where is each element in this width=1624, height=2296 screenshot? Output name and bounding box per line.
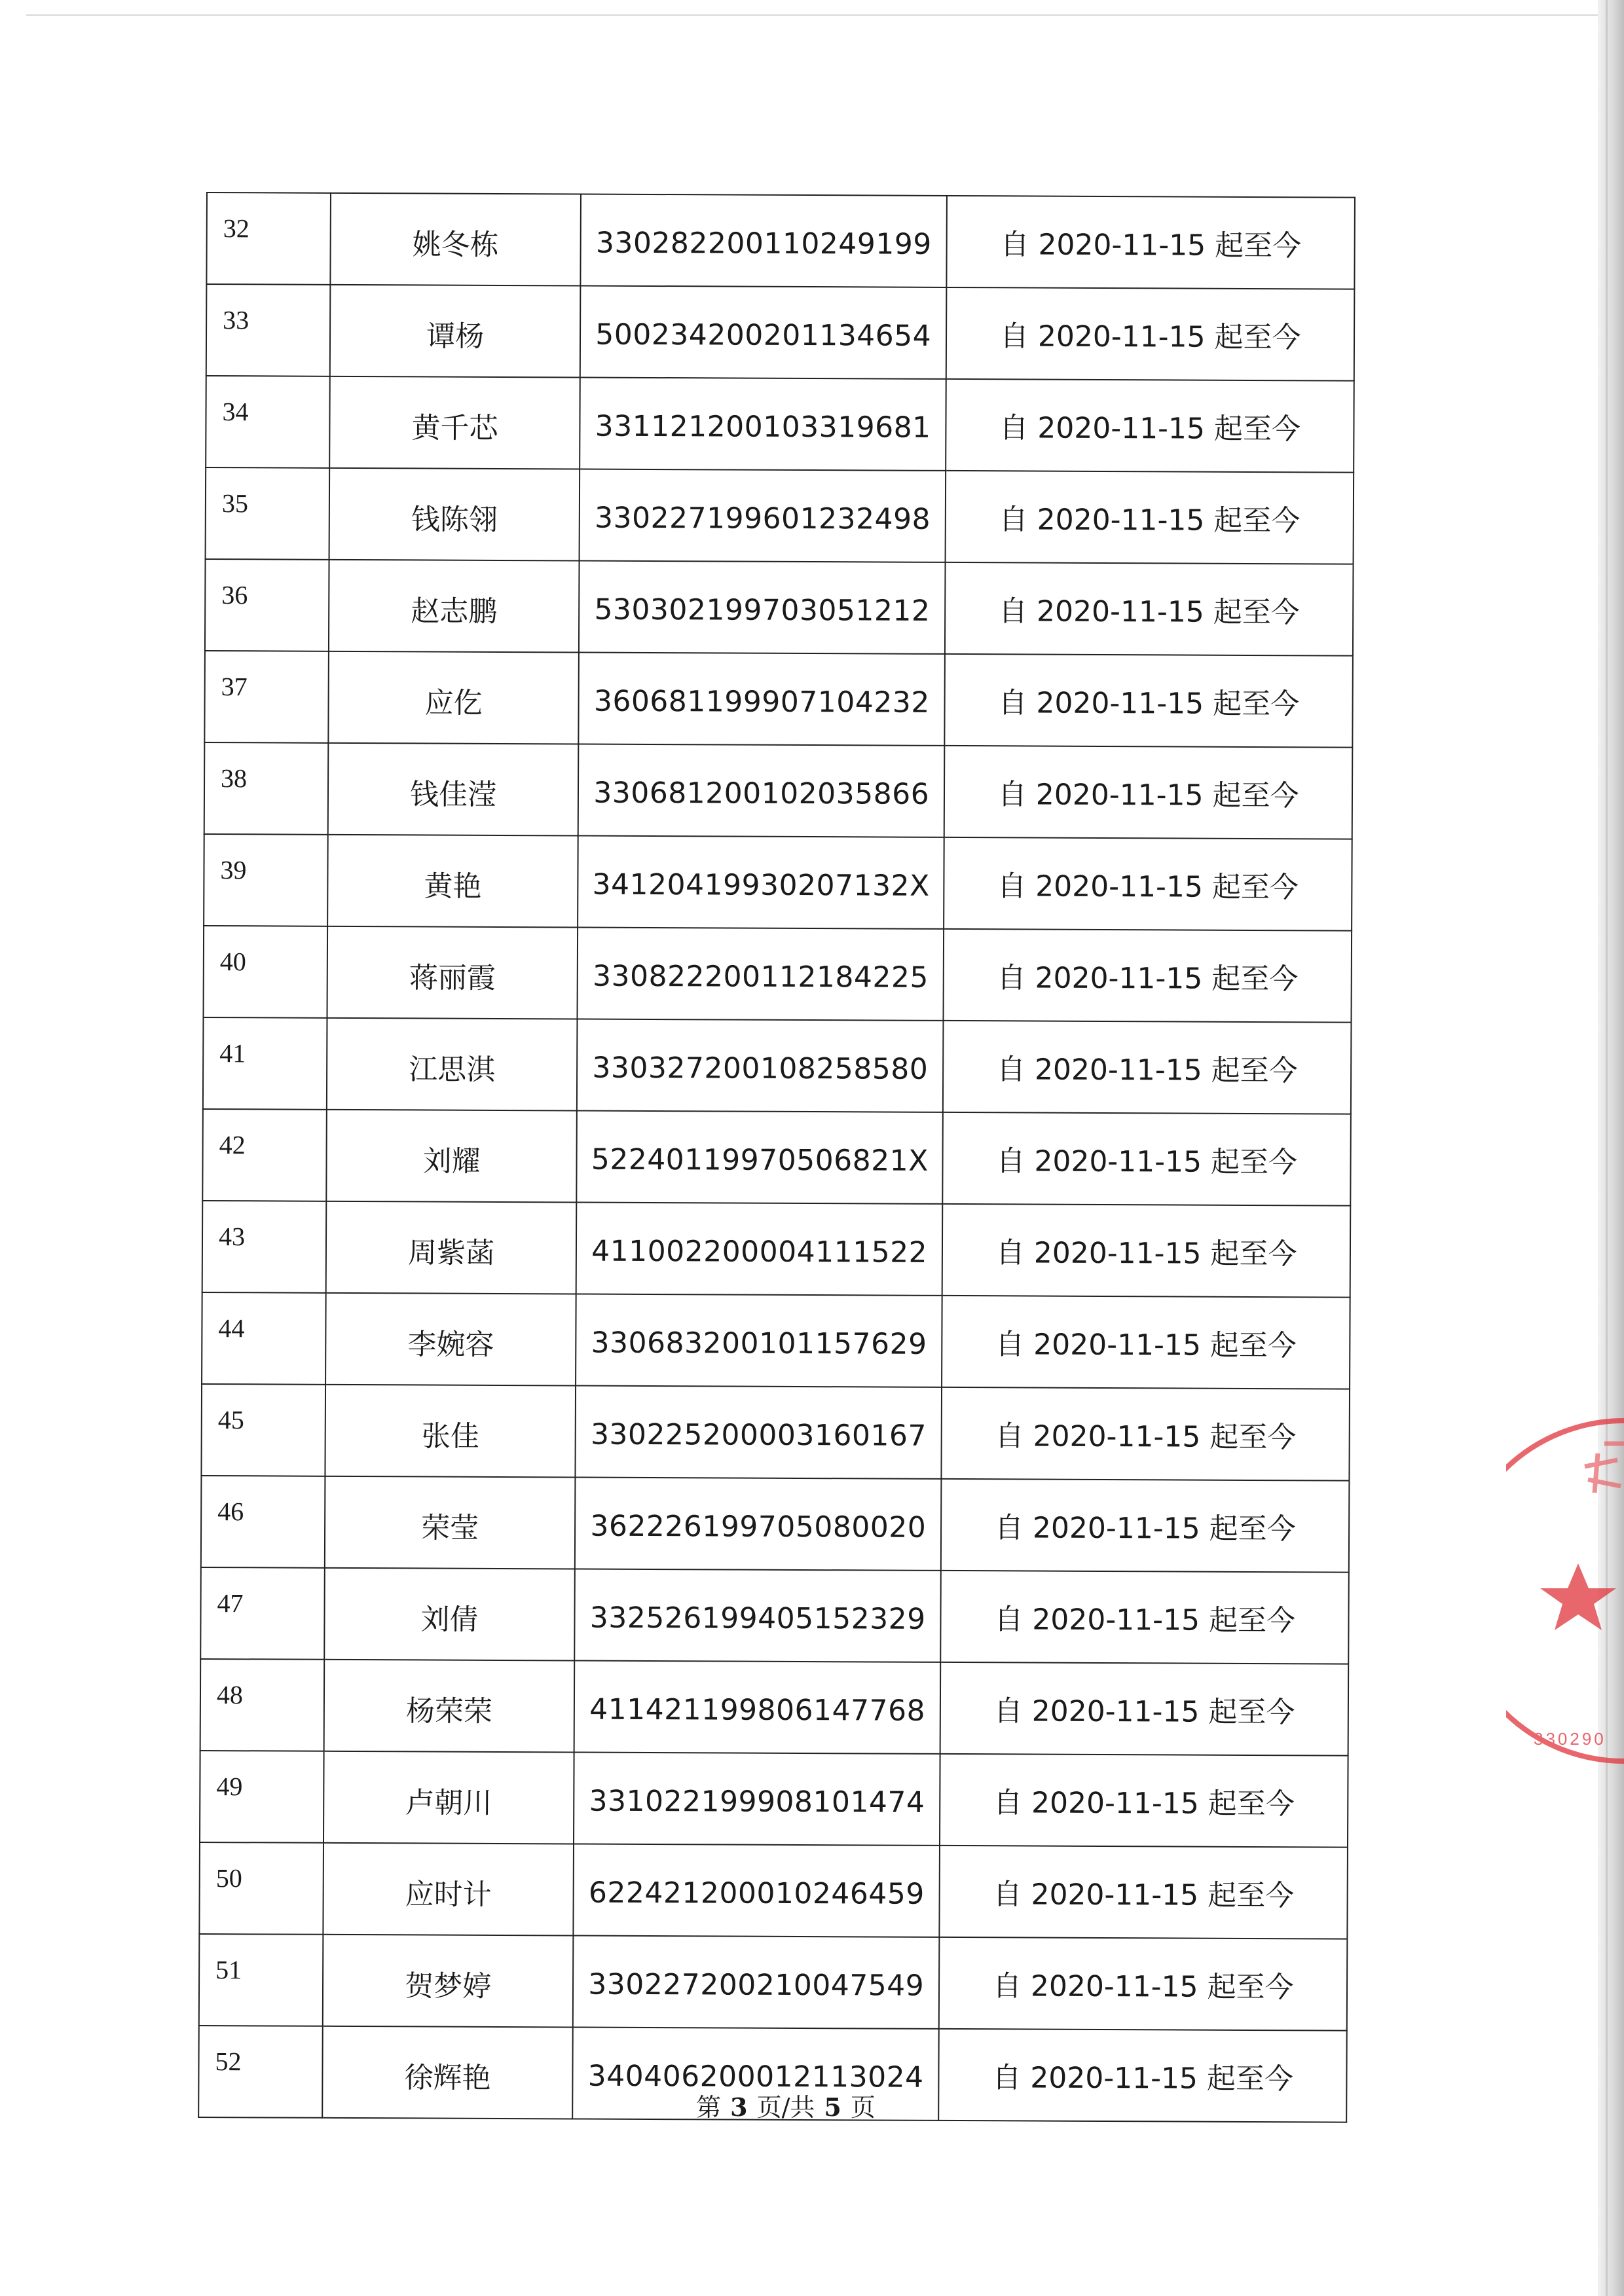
employment-period: 自 2020-11-15 起至今 xyxy=(939,2029,1347,2123)
id-number: 330227199601232498 xyxy=(580,469,946,562)
footer-suffix: 页 xyxy=(850,2093,876,2122)
footer-current-page: 3 xyxy=(730,2092,748,2122)
row-number: 51 xyxy=(199,1934,323,2026)
person-name: 徐辉艳 xyxy=(322,2026,573,2119)
table-row xyxy=(203,1017,1352,1114)
person-name: 应时计 xyxy=(323,1843,574,1936)
row-number: 32 xyxy=(206,192,331,285)
roster-table-body xyxy=(198,192,1355,2123)
id-number: 332526199405152329 xyxy=(574,1569,941,1662)
table-row xyxy=(204,651,1353,748)
row-number: 33 xyxy=(206,284,331,376)
id-number: 340406200012113024 xyxy=(572,2027,939,2120)
employment-period: 自 2020-11-15 起至今 xyxy=(940,1846,1348,1939)
id-number: 330227200210047549 xyxy=(573,1935,940,2028)
row-number: 36 xyxy=(205,559,329,651)
table-row xyxy=(200,1751,1348,1848)
person-name: 刘耀 xyxy=(326,1110,577,1203)
id-number: 500234200201134654 xyxy=(580,285,947,378)
table-row xyxy=(205,559,1354,656)
seal-star xyxy=(1540,1563,1616,1630)
id-number: 411002200004111522 xyxy=(576,1202,943,1295)
row-number: 38 xyxy=(204,742,329,835)
person-name: 李婉容 xyxy=(325,1293,576,1386)
footer-middle: 页/共 xyxy=(756,2093,815,2122)
id-number: 331121200103319681 xyxy=(580,377,946,470)
person-name: 黄艳 xyxy=(327,835,578,928)
employment-period: 自 2020-11-15 起至今 xyxy=(946,287,1354,381)
id-number: 330681200102035866 xyxy=(578,744,945,837)
person-name: 贺梦婷 xyxy=(323,1935,574,2028)
table-row xyxy=(203,926,1352,1023)
table-row xyxy=(206,284,1355,381)
id-number: 331022199908101474 xyxy=(574,1752,940,1845)
table-row xyxy=(199,1842,1348,1939)
person-name: 刘倩 xyxy=(324,1568,575,1661)
table-row xyxy=(201,1384,1350,1481)
roster-table xyxy=(198,192,1356,2123)
row-number: 44 xyxy=(202,1292,326,1385)
row-number: 45 xyxy=(201,1384,325,1476)
person-name: 卢朝川 xyxy=(323,1751,574,1844)
row-number: 39 xyxy=(204,834,328,926)
person-name: 钱佳滢 xyxy=(328,743,579,836)
row-number: 48 xyxy=(200,1659,325,1751)
employment-period: 自 2020-11-15 起至今 xyxy=(940,1662,1348,1756)
person-name: 周紫菡 xyxy=(326,1201,577,1294)
table-row xyxy=(206,467,1354,564)
employment-period: 自 2020-11-15 起至今 xyxy=(942,1204,1350,1298)
employment-period: 自 2020-11-15 起至今 xyxy=(943,1021,1351,1114)
id-number: 330327200108258580 xyxy=(577,1019,944,1112)
employment-period: 自 2020-11-15 起至今 xyxy=(944,837,1352,931)
employment-period: 自 2020-11-15 起至今 xyxy=(943,1112,1351,1206)
scan-top-edge xyxy=(26,14,1598,16)
seal-code-text: 330290 xyxy=(1534,1729,1606,1749)
row-number: 41 xyxy=(203,1017,327,1110)
id-number: 622421200010246459 xyxy=(573,1844,940,1937)
row-number: 34 xyxy=(206,376,330,468)
employment-period: 自 2020-11-15 起至今 xyxy=(944,746,1352,839)
row-number: 42 xyxy=(202,1109,327,1201)
id-number: 330683200101157629 xyxy=(576,1294,942,1387)
person-name: 杨荣荣 xyxy=(324,1660,575,1753)
employment-period: 自 2020-11-15 起至今 xyxy=(945,562,1353,656)
person-name: 谭杨 xyxy=(330,285,581,378)
person-name: 钱陈翎 xyxy=(329,468,580,561)
id-number: 330822200112184225 xyxy=(578,927,944,1020)
id-number: 362226199705080020 xyxy=(575,1477,942,1570)
employment-period: 自 2020-11-15 起至今 xyxy=(946,471,1354,564)
scan-edge-line xyxy=(1606,0,1608,2296)
employment-period: 自 2020-11-15 起至今 xyxy=(941,1479,1349,1573)
employment-period: 自 2020-11-15 起至今 xyxy=(940,1754,1348,1848)
table-row xyxy=(204,742,1353,839)
employment-period: 自 2020-11-15 起至今 xyxy=(939,1937,1347,2031)
table-row xyxy=(199,1934,1348,2031)
id-number: 330225200003160167 xyxy=(576,1385,942,1478)
seal-character-fragment xyxy=(1585,1444,1624,1493)
footer-prefix: 第 xyxy=(696,2093,722,2122)
row-number: 52 xyxy=(198,2026,323,2118)
scan-right-edge xyxy=(1598,0,1624,2296)
row-number: 47 xyxy=(200,1567,325,1660)
row-number: 46 xyxy=(201,1476,325,1568)
id-number: 411421199806147768 xyxy=(574,1660,941,1753)
table-row xyxy=(204,834,1352,931)
table-row xyxy=(202,1109,1351,1206)
page-footer xyxy=(0,2087,1572,2123)
row-number: 50 xyxy=(199,1842,323,1935)
table-row xyxy=(200,1567,1349,1664)
table-row xyxy=(200,1659,1349,1756)
table-row xyxy=(202,1201,1351,1298)
person-name: 江思淇 xyxy=(327,1018,578,1111)
id-number: 52240119970506821X xyxy=(576,1110,943,1203)
person-name: 应仡 xyxy=(328,651,579,744)
row-number: 49 xyxy=(200,1751,324,1843)
employment-period: 自 2020-11-15 起至今 xyxy=(944,929,1352,1023)
row-number: 35 xyxy=(206,467,330,560)
person-name: 荣莹 xyxy=(325,1476,576,1569)
person-name: 蒋丽霞 xyxy=(327,926,578,1019)
row-number: 43 xyxy=(202,1201,327,1293)
footer-total-pages: 5 xyxy=(824,2092,841,2122)
official-seal-stamp xyxy=(1506,1408,1624,1774)
employment-period: 自 2020-11-15 起至今 xyxy=(946,379,1354,473)
table-row xyxy=(206,376,1354,473)
employment-period: 自 2020-11-15 起至今 xyxy=(942,1296,1350,1389)
person-name: 姚冬栋 xyxy=(331,193,581,286)
employment-period: 自 2020-11-15 起至今 xyxy=(945,654,1353,748)
employment-period: 自 2020-11-15 起至今 xyxy=(941,1571,1349,1664)
person-name: 黄千芯 xyxy=(329,376,580,469)
id-number: 34120419930207132X xyxy=(578,835,944,928)
person-name: 赵志鹏 xyxy=(329,560,580,653)
person-name: 张佳 xyxy=(325,1385,576,1478)
id-number: 530302199703051212 xyxy=(579,560,946,653)
table-row xyxy=(202,1292,1350,1389)
employment-period: 自 2020-11-15 起至今 xyxy=(947,196,1355,289)
row-number: 40 xyxy=(203,926,327,1018)
row-number: 37 xyxy=(204,651,329,743)
table-row xyxy=(206,192,1355,289)
table-row xyxy=(201,1476,1350,1573)
id-number: 360681199907104232 xyxy=(578,652,945,745)
id-number: 330282200110249199 xyxy=(580,194,947,287)
employment-period: 自 2020-11-15 起至今 xyxy=(942,1387,1350,1481)
